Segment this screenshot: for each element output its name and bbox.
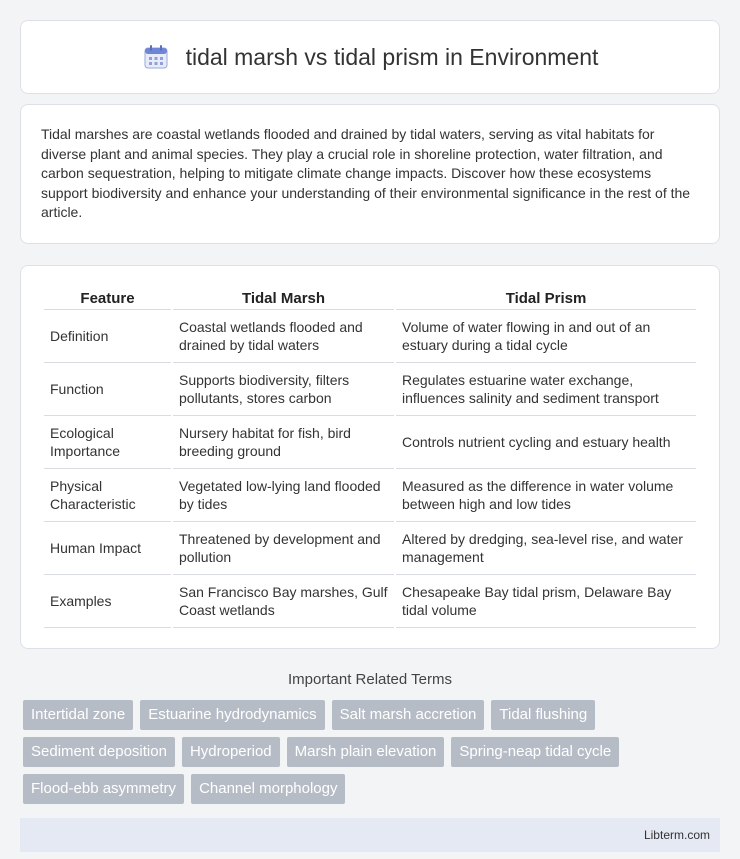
row-tidal-marsh: Threatened by development and pollution [173, 522, 394, 575]
related-term-tag[interactable]: Estuarine hydrodynamics [140, 700, 324, 730]
row-feature: Examples [44, 575, 171, 628]
page-title: tidal marsh vs tidal prism in Environment [185, 43, 599, 70]
related-term-tag[interactable]: Tidal flushing [491, 700, 595, 730]
row-feature: Ecological Importance [44, 416, 171, 469]
row-feature: Definition [44, 310, 171, 363]
related-term-tag[interactable]: Flood-ebb asymmetry [23, 774, 184, 804]
row-tidal-prism: Altered by dredging, sea-level rise, and water management [396, 522, 696, 575]
row-tidal-marsh: Coastal wetlands flooded and drained by tidal waters [173, 310, 394, 363]
related-term-tag[interactable]: Hydroperiod [182, 737, 280, 767]
row-feature: Physical Characteristic [44, 469, 171, 522]
row-tidal-marsh: Nursery habitat for fish, bird breeding ground [173, 416, 394, 469]
related-terms-list [20, 700, 720, 804]
related-term-tag[interactable]: Spring-neap tidal cycle [451, 737, 619, 767]
row-tidal-marsh: San Francisco Bay marshes, Gulf Coast wetlands [173, 575, 394, 628]
related-term-tag[interactable]: Marsh plain elevation [287, 737, 445, 767]
comparison-table [42, 286, 698, 628]
header-tidal-marsh: Tidal Marsh [173, 286, 394, 310]
row-tidal-marsh: Supports biodiversity, filters pollutants, stores carbon [173, 363, 394, 416]
table-row [44, 575, 696, 628]
row-feature: Human Impact [44, 522, 171, 575]
row-tidal-prism: Chesapeake Bay tidal prism, Delaware Bay tidal volume [396, 575, 696, 628]
table-row [44, 416, 696, 469]
footer [20, 818, 720, 852]
related-terms-heading: Important Related Terms [288, 670, 452, 688]
title-card [20, 20, 720, 94]
calendar-icon [142, 43, 170, 71]
table-row [44, 363, 696, 416]
related-term-tag[interactable]: Salt marsh accretion [332, 700, 485, 730]
intro-card [20, 104, 720, 244]
comparison-table-card [20, 265, 720, 649]
footer-site-link[interactable]: Libterm.com [643, 827, 710, 842]
table-header-row [44, 286, 696, 310]
header-feature: Feature [44, 286, 171, 310]
row-tidal-marsh: Vegetated low-lying land flooded by tides [173, 469, 394, 522]
table-row [44, 522, 696, 575]
intro-text: Tidal marshes are coastal wetlands flooded and drained by tidal waters, serving as vital habitats for diverse plant and animal species. They play a crucial role in shoreline protection, water filtration, and carbon sequestration, helping to mitigate climate change impacts. Discover how these ecosystems support biodiversity and enhance your understanding of their environmental significance in the rest of the article. [41, 126, 691, 220]
row-tidal-prism: Controls nutrient cycling and estuary health [396, 416, 696, 469]
table-row [44, 469, 696, 522]
related-term-tag[interactable]: Channel morphology [191, 774, 345, 804]
table-row [44, 310, 696, 363]
related-term-tag[interactable]: Intertidal zone [23, 700, 133, 730]
row-tidal-prism: Regulates estuarine water exchange, influences salinity and sediment transport [396, 363, 696, 416]
row-tidal-prism: Measured as the difference in water volume between high and low tides [396, 469, 696, 522]
row-feature: Function [44, 363, 171, 416]
related-term-tag[interactable]: Sediment deposition [23, 737, 175, 767]
row-tidal-prism: Volume of water flowing in and out of an estuary during a tidal cycle [396, 310, 696, 363]
header-tidal-prism: Tidal Prism [396, 286, 696, 310]
